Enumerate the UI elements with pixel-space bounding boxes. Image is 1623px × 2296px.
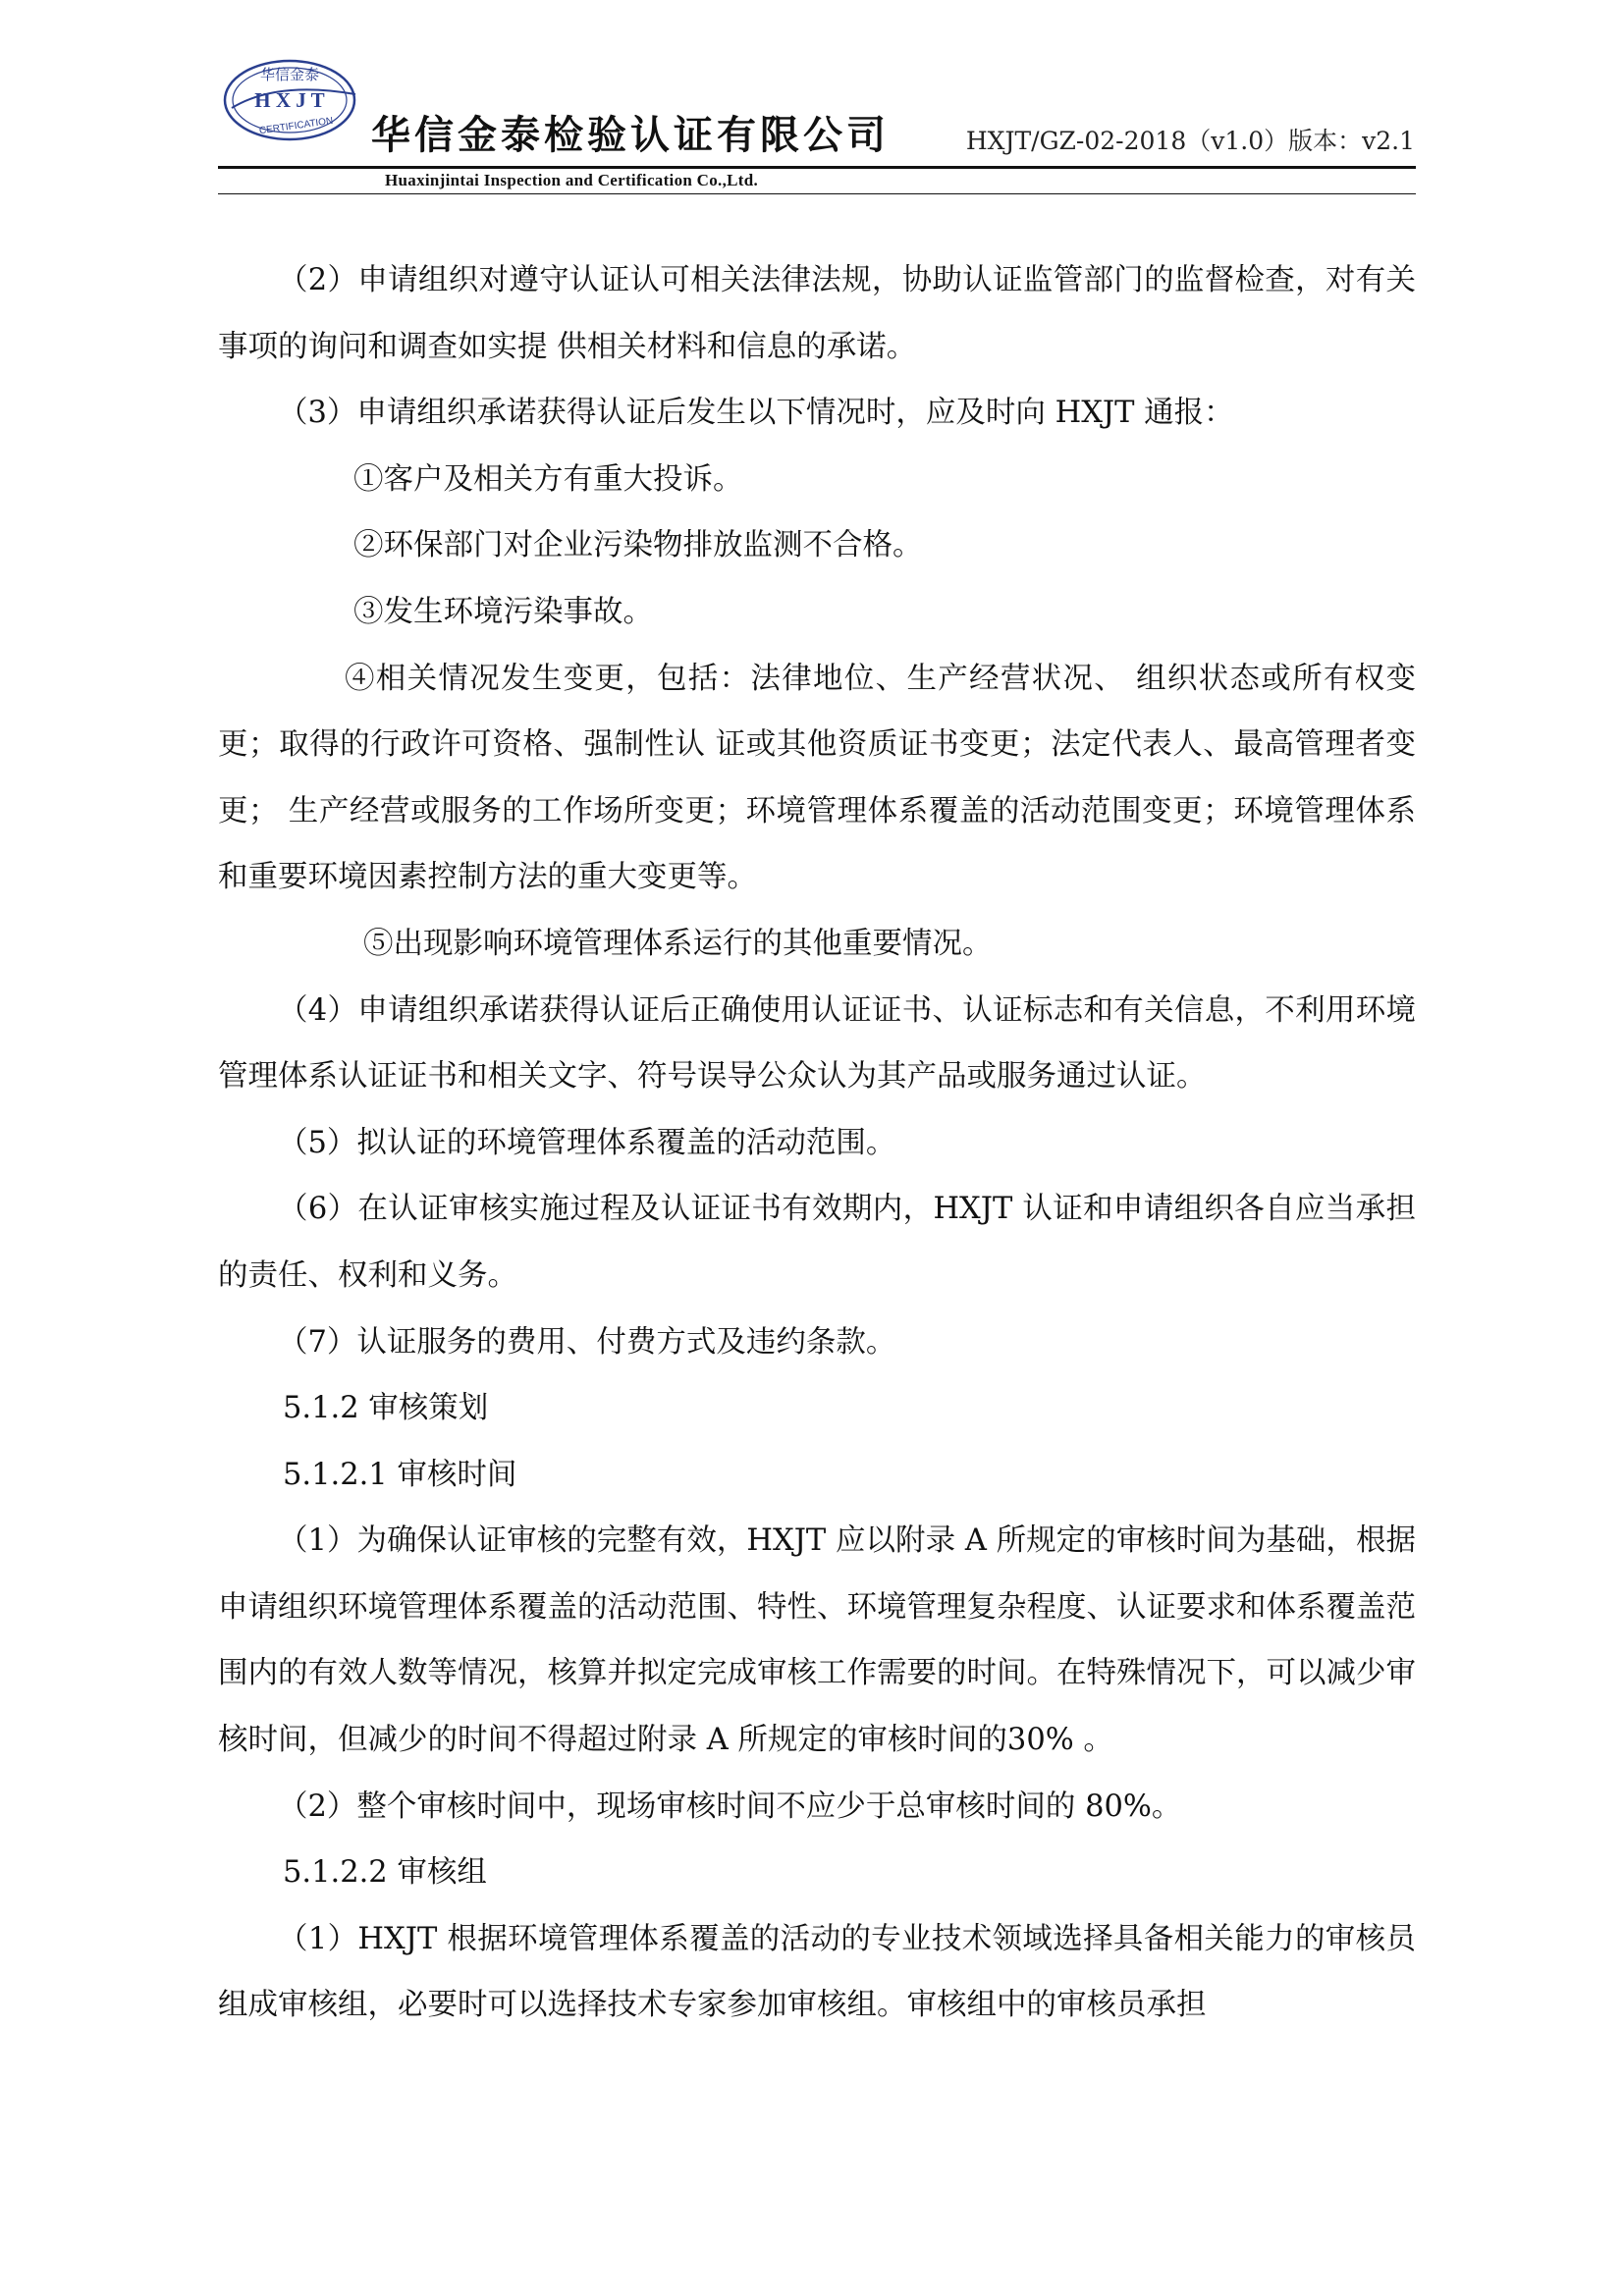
list-item: ②环保部门对企业污染物排放监测不合格。 — [353, 528, 923, 563]
document-body — [218, 247, 1416, 2039]
list-item: ①客户及相关方有重大投诉。 — [353, 461, 743, 497]
list-item: ③发生环境污染事故。 — [353, 594, 653, 629]
section-heading: 5.1.2.2 审核组 — [283, 1855, 487, 1891]
paragraph: （2）整个审核时间中，现场审核时间不应少于总审核时间的 80%。 — [278, 1789, 1182, 1824]
paragraph: （5）拟认证的环境管理体系覆盖的活动范围。 — [278, 1125, 896, 1160]
list-item: ④相关情况发生变更，包括：法律地位、生产经营状况、 组织状态或所有权变更；取得的行政许可资格、强制性认 证或其他资质证书变更；法定代表人、最高管理者变更； 生产经营或服务的工作场所变更；环境管理体系覆盖的活动范围变更；环境管理体系和重要环境因素控制方法的重大变更等。 — [218, 661, 1416, 895]
header-rule-thin — [218, 193, 1416, 194]
paragraph: （7）认证服务的费用、付费方式及违约条款。 — [278, 1324, 896, 1360]
section-heading: 5.1.2.1 审核时间 — [283, 1457, 517, 1492]
header-rule-thick — [218, 166, 1416, 169]
paragraph: （3）申请组织承诺获得认证后发生以下情况时，应及时向 HXJT 通报： — [278, 396, 1234, 431]
document-code: HXJT/GZ-02-2018（v1.0）版本：v2.1 — [965, 127, 1415, 155]
logo-bottom-text: CERTIFICATION — [258, 115, 334, 137]
logo-top-text: 华信金泰 — [259, 66, 320, 83]
paragraph: （2）申请组织对遵守认证认可相关法律法规，协助认证监管部门的监督检查，对有关事项的询问和调查如实提 供相关材料和信息的承诺。 — [218, 263, 1416, 364]
company-name-en: Huaxinjintai Inspection and Certification Co.,Ltd. — [385, 171, 759, 189]
paragraph: （1）为确保认证审核的完整有效，HXJT 应以附录 A 所规定的审核时间为基础，根据申请组织环境管理体系覆盖的活动范围、特性、环境管理复杂程度、认证要求和体系覆盖范围内的有效人数等情况，核算并拟定完成审核工作需要的时间。在特殊情况下，可以减少审核时间，但减少的时间不得超过附录 A 所规定的审核时间的30% 。 — [218, 1523, 1416, 1758]
company-logo — [218, 51, 361, 149]
list-item: ⑤出现影响环境管理体系运行的其他重要情况。 — [363, 926, 993, 961]
section-heading: 5.1.2 审核策划 — [283, 1391, 489, 1426]
paragraph: （6）在认证审核实施过程及认证证书有效期内，HXJT 认证和申请组织各自应当承担的责任、权利和义务。 — [218, 1192, 1416, 1293]
logo-middle-text: H X J T — [254, 88, 325, 112]
paragraph: （4）申请组织承诺获得认证后正确使用认证证书、认证标志和有关信息，不利用环境管理体系认证证书和相关文字、符号误导公众认为其产品或服务通过认证。 — [218, 992, 1416, 1095]
hxjt-logo-icon — [218, 51, 361, 149]
company-name-cn: 华信金泰检验认证有限公司 — [371, 113, 890, 158]
paragraph: （1）HXJT 根据环境管理体系覆盖的活动的专业技术领域选择具备相关能力的审核员组成审核组，必要时可以选择技术专家参加审核组。审核组中的审核员承担 — [218, 1921, 1416, 2023]
